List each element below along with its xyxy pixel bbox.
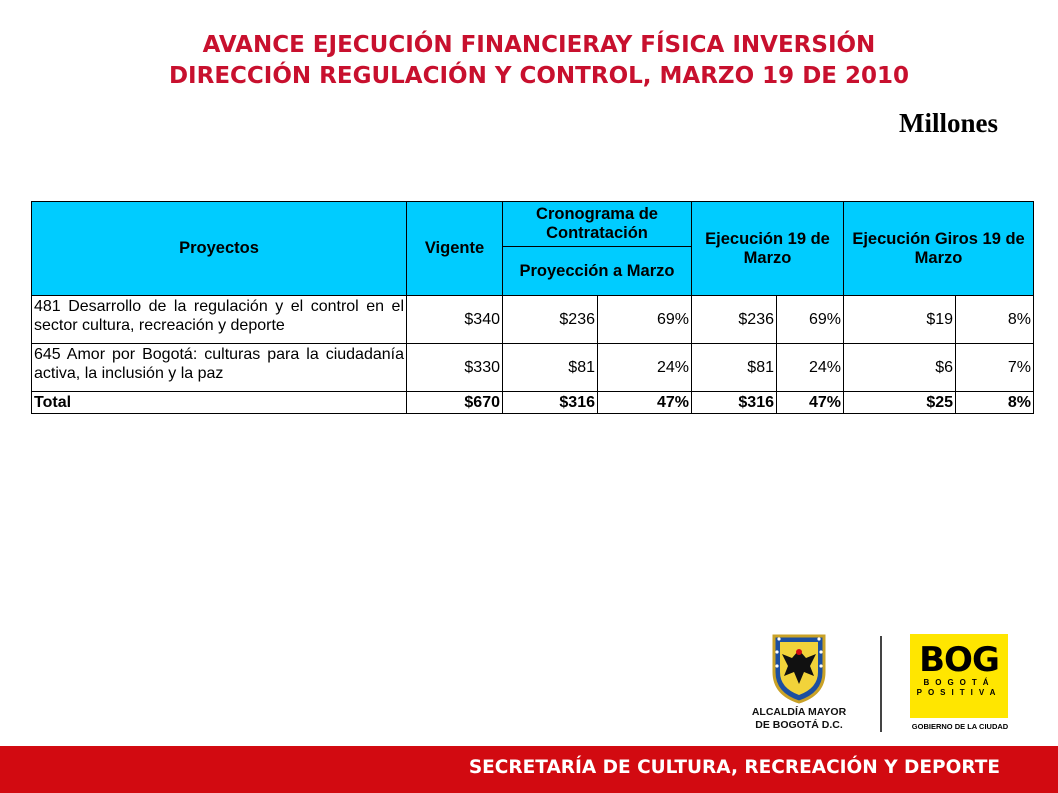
header-vigente: Vigente <box>407 202 503 296</box>
cell-vigente: $340 <box>407 296 503 344</box>
table-row <box>32 344 1034 392</box>
cell-ejecucion-valor: $236 <box>692 296 777 344</box>
bog-line-1: BOGOTÁ <box>923 678 995 687</box>
footer-text: SECRETARÍA DE CULTURA, RECREACIÓN Y DEPORTE <box>468 757 1000 778</box>
alcaldia-line-1: ALCALDÍA MAYOR <box>751 706 847 718</box>
cell-ejecucion-pct: 24% <box>777 344 844 392</box>
cell-proyeccion-valor: $236 <box>503 296 598 344</box>
cell-total-ejecucion-valor: $316 <box>692 392 777 414</box>
header-row-1 <box>32 202 1034 247</box>
budget-table <box>31 201 1034 414</box>
header-giros: Ejecución Giros 19 de Marzo <box>844 202 1034 296</box>
cell-giros-pct: 7% <box>956 344 1034 392</box>
footer-bar <box>0 746 1058 793</box>
cell-ejecucion-valor: $81 <box>692 344 777 392</box>
crest-icon <box>770 632 828 704</box>
page-title <box>0 30 1058 92</box>
alcaldia-line-2: DE BOGOTÁ D.C. <box>755 719 843 731</box>
cell-ejecucion-pct: 69% <box>777 296 844 344</box>
header-cronograma: Cronograma de Contratación <box>503 202 692 247</box>
cell-giros-valor: $19 <box>844 296 956 344</box>
cell-total-giros-pct: 8% <box>956 392 1034 414</box>
header-proyectos: Proyectos <box>32 202 407 296</box>
cell-giros-valor: $6 <box>844 344 956 392</box>
cell-giros-pct: 8% <box>956 296 1034 344</box>
cell-proyeccion-pct: 69% <box>598 296 692 344</box>
bog-caption: GOBIERNO DE LA CIUDAD <box>911 722 1009 731</box>
cell-proyeccion-valor: $81 <box>503 344 598 392</box>
units-label: Millones <box>899 108 998 138</box>
cell-total-vigente: $670 <box>407 392 503 414</box>
total-row <box>32 392 1034 414</box>
title-line-2: DIRECCIÓN REGULACIÓN Y CONTROL, MARZO 19 DE 2010 <box>168 63 910 89</box>
bog-box <box>910 634 1008 718</box>
bogota-positiva-logo <box>910 634 1010 738</box>
cell-proyecto: 645 Amor por Bogotá: culturas para la ciudadanía activa, la inclusión y la paz <box>32 344 407 392</box>
cell-total-proyeccion-valor: $316 <box>503 392 598 414</box>
cell-proyecto: 481 Desarrollo de la regulación y el control en el sector cultura, recreación y deporte <box>32 296 407 344</box>
bog-mark: BOG <box>919 640 999 680</box>
cell-total-label: Total <box>32 392 407 414</box>
alcaldia-logo <box>740 632 858 740</box>
header-proyeccion: Proyección a Marzo <box>503 247 692 296</box>
table-row <box>32 296 1034 344</box>
cell-total-giros-valor: $25 <box>844 392 956 414</box>
title-line-1: AVANCE EJECUCIÓN FINANCIERAY FÍSICA INVERSIÓN <box>202 32 876 58</box>
bog-line-2: POSITIVA <box>916 688 1002 697</box>
cell-total-ejecucion-pct: 47% <box>777 392 844 414</box>
header-ejecucion: Ejecución 19 de Marzo <box>692 202 844 296</box>
cell-vigente: $330 <box>407 344 503 392</box>
cell-proyeccion-pct: 24% <box>598 344 692 392</box>
logos-area <box>740 632 1020 740</box>
cell-total-proyeccion-pct: 47% <box>598 392 692 414</box>
logo-divider <box>880 636 882 732</box>
